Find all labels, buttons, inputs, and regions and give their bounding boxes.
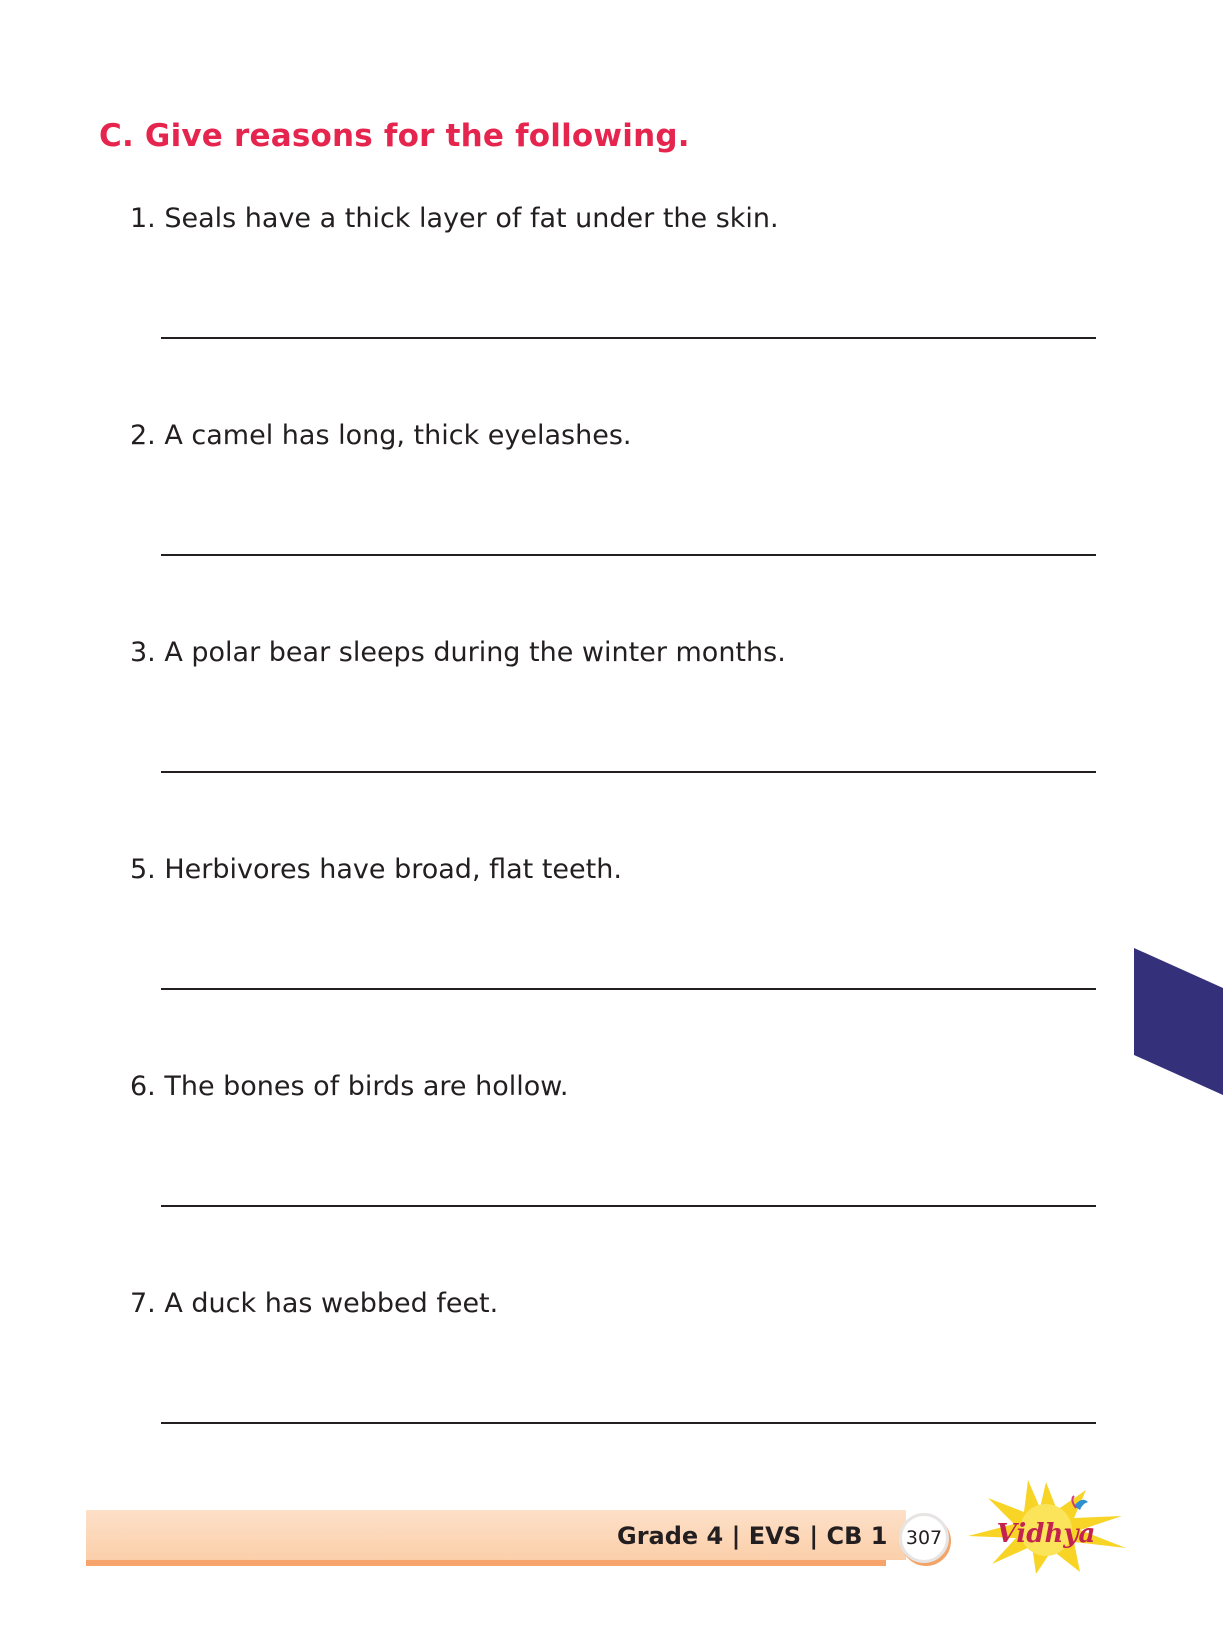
question-1 bbox=[130, 203, 779, 234]
side-tab-marker bbox=[1134, 948, 1223, 1095]
question-number: 1. bbox=[130, 203, 156, 234]
question-number: 5. bbox=[130, 854, 156, 885]
section-heading: C. Give reasons for the following. bbox=[99, 118, 690, 154]
question-3 bbox=[130, 637, 786, 668]
logo-text: Vidhya bbox=[996, 1519, 1096, 1549]
footer-label: Grade 4 | EVS | CB 1 bbox=[617, 1522, 888, 1550]
question-number: 3. bbox=[130, 637, 156, 668]
question-7 bbox=[130, 1288, 498, 1319]
answer-line-2[interactable] bbox=[161, 554, 1096, 556]
question-6 bbox=[130, 1071, 568, 1102]
page-number: 307 bbox=[905, 1527, 943, 1549]
question-number: 7. bbox=[130, 1288, 156, 1319]
footer-band-stripe bbox=[86, 1560, 886, 1566]
question-number: 6. bbox=[130, 1071, 156, 1102]
question-text: A camel has long, thick eyelashes. bbox=[155, 420, 632, 451]
question-text: A polar bear sleeps during the winter months. bbox=[155, 637, 786, 668]
question-text: A duck has webbed feet. bbox=[155, 1288, 499, 1319]
page-number-badge bbox=[899, 1513, 949, 1563]
question-5 bbox=[130, 854, 622, 885]
question-text: Seals have a thick layer of fat under the skin. bbox=[155, 203, 779, 234]
answer-line-6[interactable] bbox=[161, 1205, 1096, 1207]
answer-line-7[interactable] bbox=[161, 1422, 1096, 1424]
question-text: Herbivores have broad, flat teeth. bbox=[155, 854, 622, 885]
answer-line-3[interactable] bbox=[161, 771, 1096, 773]
answer-line-5[interactable] bbox=[161, 988, 1096, 990]
vidhya-logo bbox=[962, 1478, 1130, 1578]
answer-line-1[interactable] bbox=[161, 337, 1096, 339]
question-2 bbox=[130, 420, 631, 451]
question-number: 2. bbox=[130, 420, 156, 451]
question-text: The bones of birds are hollow. bbox=[155, 1071, 569, 1102]
